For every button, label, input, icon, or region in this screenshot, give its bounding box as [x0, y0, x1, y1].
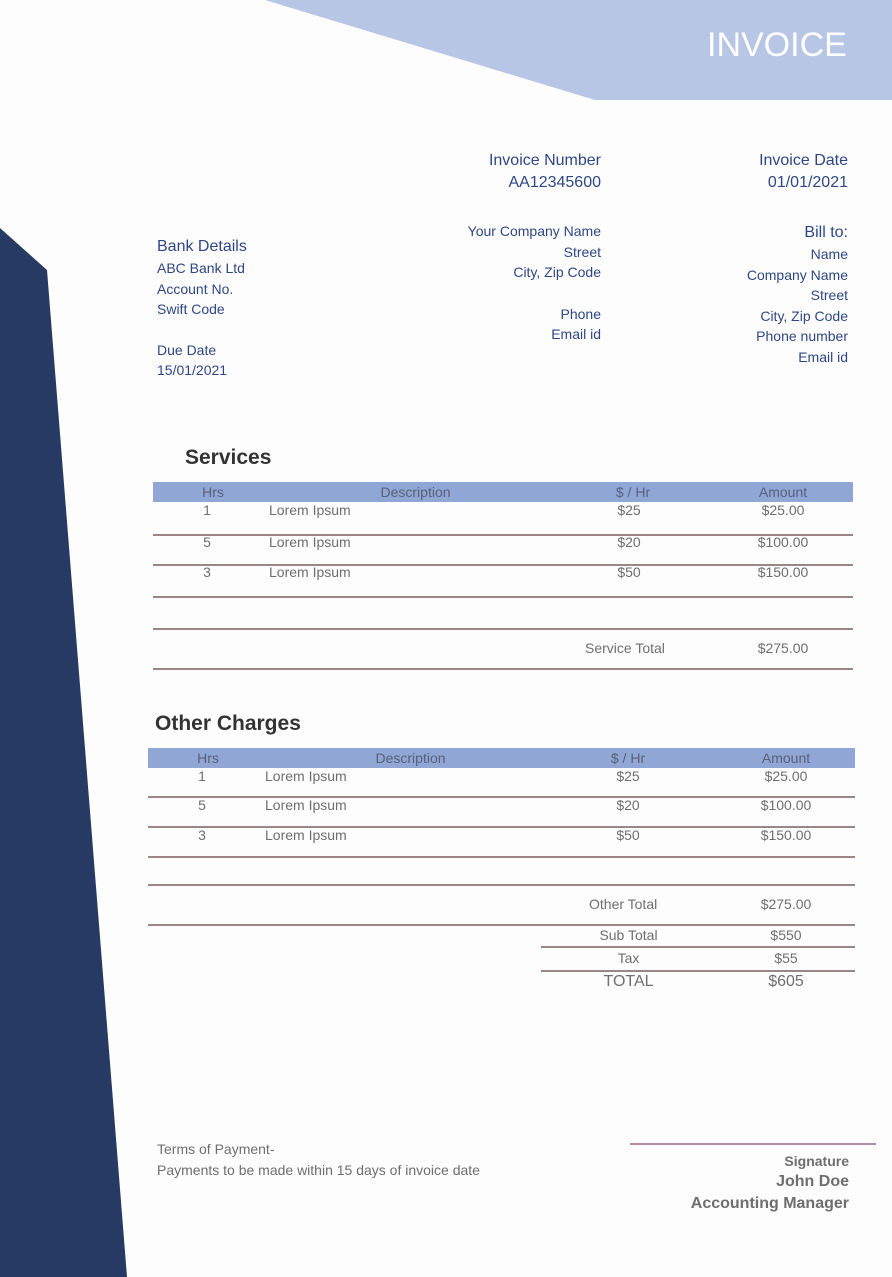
cell-rate: $50 [617, 564, 641, 580]
bank-line: ABC Bank Ltd [157, 260, 245, 276]
other-charges-title: Other Charges [155, 712, 301, 735]
cell-description: Lorem Ipsum [269, 502, 351, 518]
company-line: Phone [560, 305, 601, 322]
other-total-label: Other Total [589, 896, 658, 912]
bank-details [157, 236, 247, 381]
due-date-label: Due Date [157, 341, 217, 358]
services-title: Services [185, 446, 272, 469]
bill-to-line: Street [810, 287, 848, 303]
table-row [148, 797, 855, 828]
terms-text: Payments to be made within 15 days of invoice date [157, 1161, 480, 1178]
other-header-row [148, 748, 855, 768]
signer-name: John Doe [776, 1173, 849, 1190]
tax-row [541, 948, 855, 972]
cell-description: Lorem Ipsum [269, 534, 351, 550]
service-total-value: $275.00 [757, 640, 809, 656]
col-header: Hrs [197, 750, 219, 766]
bank-line: Account No. [157, 280, 234, 297]
other-total-row [148, 886, 855, 926]
subtotal-value: $550 [770, 927, 802, 943]
cell-hrs: 5 [203, 534, 211, 550]
other-total-value: $275.00 [760, 896, 812, 912]
tax-value: $55 [774, 950, 798, 966]
col-header: $ / Hr [615, 484, 651, 500]
cell-rate: $50 [616, 827, 640, 843]
bill-to-line: Company Name [746, 266, 848, 283]
bill-to [747, 222, 848, 367]
invoice-date [759, 150, 848, 194]
service-total-label: Service Total [585, 640, 665, 656]
total-row [541, 972, 855, 996]
col-header: Description [380, 484, 451, 500]
services-header-row [153, 482, 853, 502]
table-row [148, 827, 855, 858]
bill-to-line: Phone number [756, 328, 848, 344]
invoice-number [489, 150, 601, 194]
company-line: Email id [551, 326, 601, 342]
cell-description: Lorem Ipsum [265, 797, 347, 813]
cell-rate: $20 [617, 534, 641, 550]
cell-rate: $25 [617, 502, 641, 518]
due-date-value: 15/01/2021 [157, 362, 228, 378]
col-header: Hrs [202, 484, 224, 500]
cell-amount: $25.00 [764, 768, 808, 784]
signer-role: Accounting Manager [690, 1195, 849, 1212]
table-row [153, 502, 853, 536]
table-row-empty [153, 598, 853, 630]
signature-label: Signature [784, 1153, 849, 1169]
company-line: Street [563, 243, 601, 260]
left-navy-stripe [0, 228, 127, 1277]
invoice-number-value: AA12345600 [508, 174, 601, 191]
col-header: $ / Hr [610, 750, 646, 766]
invoice-date-value: 01/01/2021 [767, 174, 848, 191]
total-value: $605 [768, 973, 804, 990]
col-header: Amount [761, 750, 811, 766]
bill-to-line: Name [810, 246, 848, 262]
cell-amount: $100.00 [757, 534, 809, 550]
invoice-title: INVOICE [707, 26, 847, 64]
col-header: Description [375, 750, 446, 766]
table-row-empty [148, 858, 855, 886]
bill-to-line: Email id [798, 348, 848, 365]
cell-description: Lorem Ipsum [265, 768, 347, 784]
cell-hrs: 5 [198, 797, 206, 813]
terms-label: Terms of Payment- [157, 1141, 275, 1157]
invoice-date-label: Invoice Date [759, 152, 848, 169]
company-line [468, 283, 601, 304]
cell-rate: $25 [616, 768, 640, 784]
cell-hrs: 1 [198, 768, 206, 784]
cell-amount: $100.00 [760, 797, 812, 813]
cell-hrs: 3 [198, 827, 206, 843]
cell-amount: $150.00 [757, 564, 809, 580]
total-label: TOTAL [603, 973, 654, 990]
company-line: City, Zip Code [513, 264, 601, 280]
table-row [153, 564, 853, 598]
col-header: Amount [758, 484, 808, 500]
table-row [148, 768, 855, 798]
bank-line: Swift Code [157, 301, 225, 317]
subtotal-label: Sub Total [599, 927, 658, 943]
cell-amount: $150.00 [760, 827, 812, 843]
terms-of-payment [157, 1139, 480, 1180]
cell-description: Lorem Ipsum [269, 564, 351, 580]
tax-label: Tax [617, 950, 640, 966]
subtotal-row [541, 926, 855, 948]
company-address [468, 221, 601, 345]
signature-block [691, 1152, 849, 1215]
table-row [153, 534, 853, 566]
invoice-number-label: Invoice Number [488, 152, 601, 169]
cell-description: Lorem Ipsum [265, 827, 347, 843]
cell-rate: $20 [616, 797, 640, 813]
cell-hrs: 3 [203, 564, 211, 580]
signature-line [630, 1143, 876, 1145]
cell-hrs: 1 [203, 502, 211, 518]
company-line: Your Company Name [467, 223, 601, 239]
bill-to-label: Bill to: [804, 224, 848, 241]
bill-to-line: City, Zip Code [760, 307, 848, 324]
services-total-row [153, 630, 853, 670]
cell-amount: $25.00 [761, 502, 805, 518]
bank-label: Bank Details [157, 238, 247, 255]
